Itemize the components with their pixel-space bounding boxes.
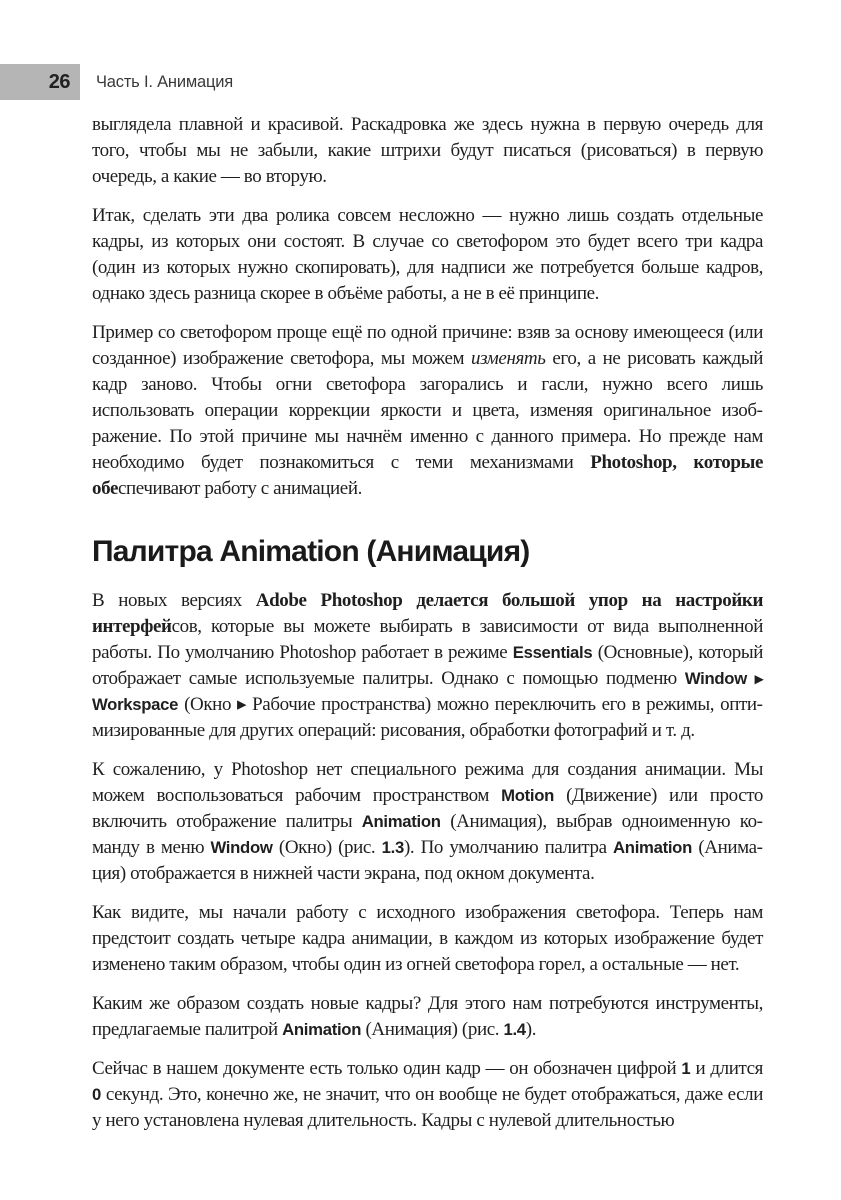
body-text: Как видите, мы начали работу с исходного изображения светофора. Теперь нам предстоит создать четыре кадра анимации, в каждом из которых изображение будет изменено таким образом, чтобы один из огней светофора горел, а остальные — нет. (92, 902, 763, 975)
body-text: (Окно ▸ Рабочие пространства) можно переключить его в режимы, оптимизированные для других операций: рисования, обработки фотографий и т. д. (92, 694, 763, 741)
ui-term: Motion (501, 786, 555, 805)
bold-text: Adobe Photoshop делается большой упор на настройки интерфей (92, 590, 763, 637)
ui-term: Window (210, 838, 273, 857)
body-text: (Движение) или просто включить отображение палитры (92, 785, 763, 832)
paragraph (92, 112, 763, 190)
body-text: Итак, сделать эти два ролика совсем несложно — нужно лишь создать отдельные кадры, из которых они состоят. В случае со светофором это будет всего три кадра (один из которых нужно скопировать), для надписи же потребуется больше кадров, однако здесь разница скорее в объёме работы, а не в её принципе. (92, 205, 763, 304)
section-heading: Палитра Animation (Анимация) (92, 535, 530, 568)
paragraph (92, 588, 763, 744)
body-text: Пример со светофором проще ещё по одной причине: взяв за основу имеющееся (или созданное) изображение светофора, мы можем (92, 322, 763, 369)
paragraph (92, 203, 763, 307)
body-text: спечивают работу с анимацией. (117, 478, 362, 499)
ui-term: Animation (361, 812, 441, 831)
italic-text: изменять (471, 348, 546, 369)
running-header (0, 64, 841, 100)
body-text: выглядела плавной и красивой. Раскадровка же здесь нужна в первую очередь для того, чтобы мы не забыли, какие штрихи будут писаться (рисоваться) в первую очередь, а какие — во вторую. (92, 114, 763, 187)
body-text: и длится (690, 1058, 763, 1079)
body-text: (Анимация) отображается в нижней части экрана, под окном документа. (92, 837, 763, 884)
body-text: (Окно) (рис. (272, 837, 382, 858)
body-text: Сейчас в нашем документе есть только один кадр — он обозначен цифрой (92, 1058, 682, 1079)
paragraph (92, 991, 763, 1043)
ui-term: 1.4 (503, 1020, 526, 1039)
bold-text: Photoshop, которые обе (92, 452, 763, 499)
ui-term: Animation (282, 1020, 362, 1039)
page-number-box (0, 64, 80, 100)
body-text: секунд. Это, конечно же, не значит, что он вообще не будет отображаться, даже если у него установлена нулевая длительность. Кадры с нулевой длительностью (92, 1084, 763, 1131)
body-text: его, а не рисовать каждый кадр заново. Чтобы огни светофора загорались и гасли, нужно всего лишь использовать операции коррекции яркости и цвета, изменяя оригинальное изображение. По этой причине мы начнём именно с данного примера. Но прежде нам необходимо будет познакомиться с теми механизмами (92, 348, 763, 473)
body-text: ). По умолчанию палитра (403, 837, 614, 858)
body-text: Каким же образом создать новые кадры? Для этого нам потребуются инструменты, предлагаемые палитрой (92, 993, 763, 1040)
running-head: Часть I. Анимация (96, 72, 233, 91)
ui-term: Window ▸ Workspace (92, 669, 763, 714)
body-text: (Основные), который отображает самые используемые палитры. Однако с помощью подменю (92, 642, 764, 689)
ui-term: 1 (681, 1059, 691, 1078)
ui-term: 0 (92, 1085, 101, 1104)
ui-term: Animation (613, 838, 692, 857)
body-text: сов, которые вы можете выбирать в зависимости от вида выполненной работы. По умолчанию Photoshop работает в режиме (92, 616, 763, 663)
ui-term: 1.3 (381, 838, 404, 857)
paragraph (92, 900, 763, 978)
page-number: 26 (48, 70, 70, 93)
body-text: (Анимация) (рис. (361, 1019, 504, 1040)
paragraph (92, 1056, 763, 1134)
body-text: (Анимация), выбрав одноименную команду в меню (92, 811, 763, 858)
body-text: В новых версиях (92, 590, 256, 611)
body-text: К сожалению, у Photoshop нет специального режима для создания анимации. Мы можем воспользоваться рабочим пространством (92, 759, 763, 806)
body-text: ). (525, 1019, 537, 1040)
paragraph (92, 320, 763, 502)
ui-term: Essentials (512, 643, 593, 662)
paragraph (92, 757, 763, 887)
page-content (92, 112, 763, 1147)
